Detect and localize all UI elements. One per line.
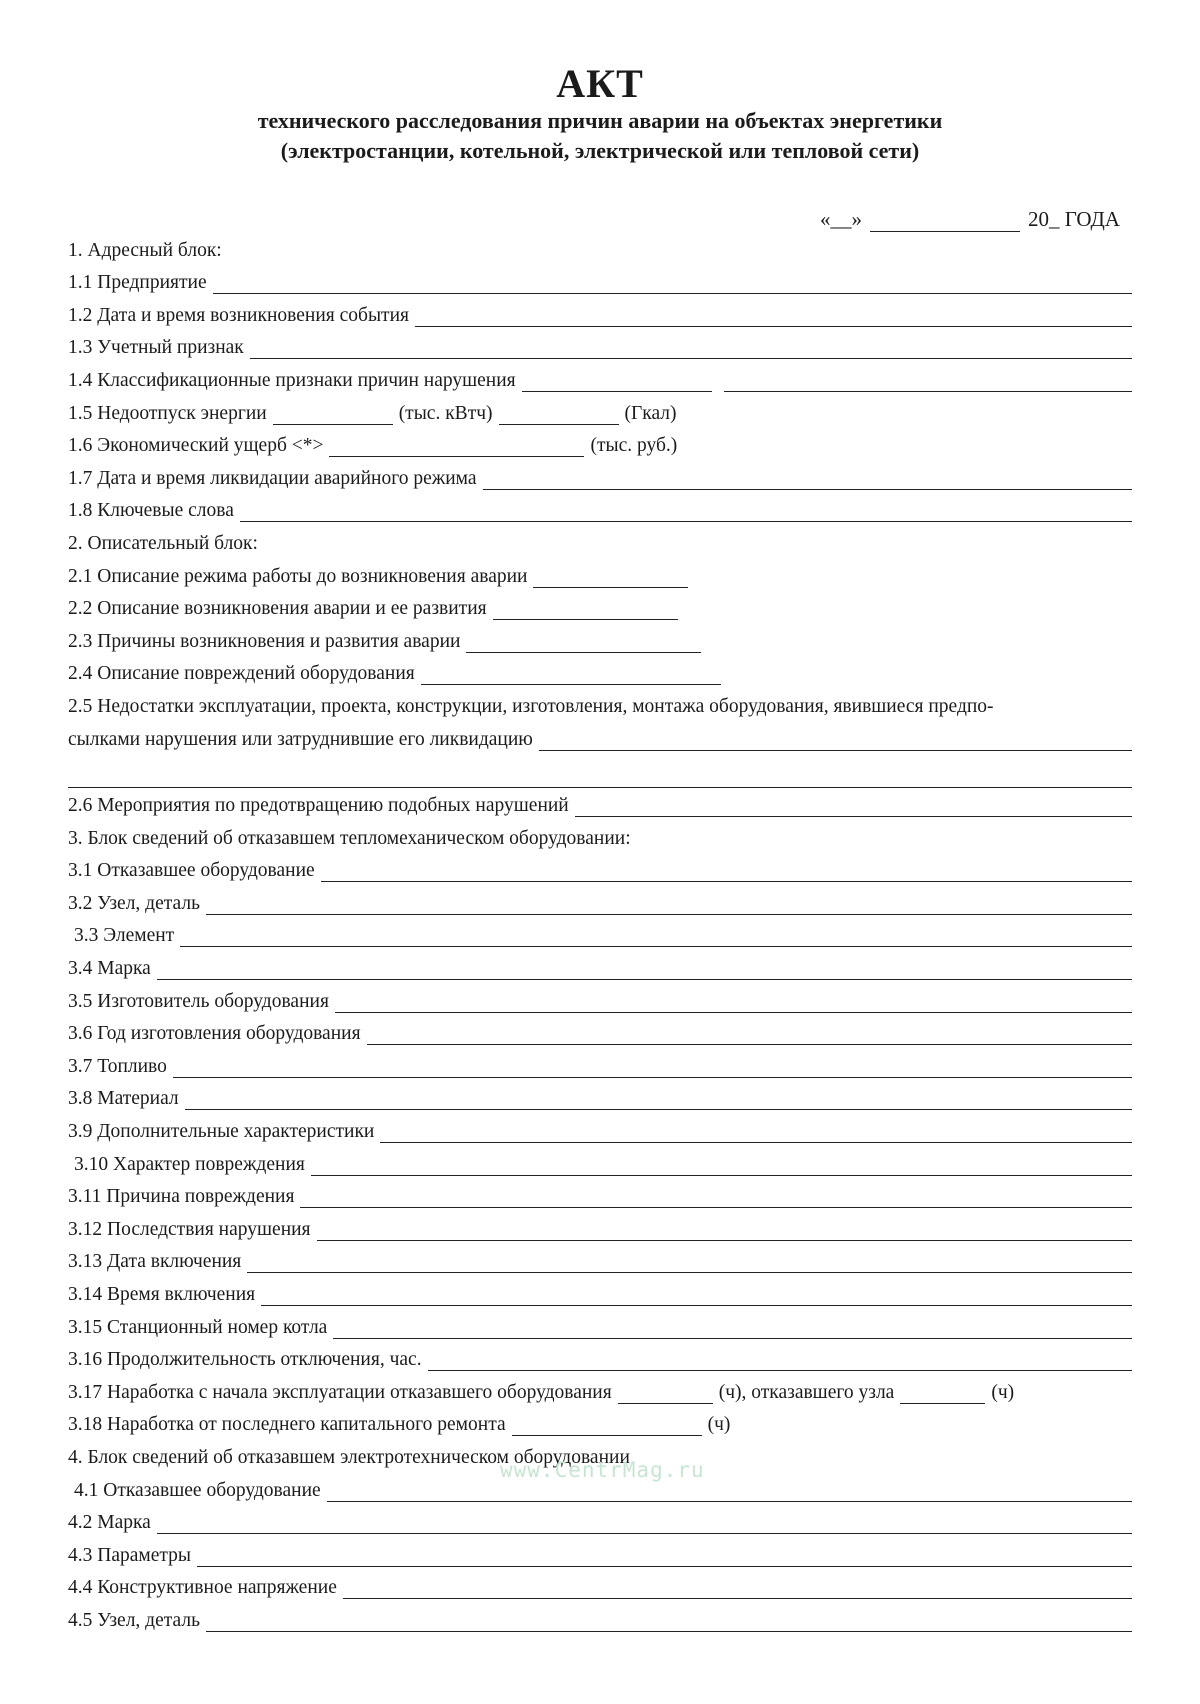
section-label: 3. Блок сведений об отказавшем тепломеханическом оборудовании: bbox=[68, 827, 631, 849]
unit-label: (тыс. кВтч) bbox=[398, 402, 493, 424]
date-row bbox=[820, 202, 1132, 232]
field-label: 3.15 Станционный номер котла bbox=[68, 1316, 328, 1338]
form-row-3-14 bbox=[68, 1276, 1132, 1309]
field-input-primary[interactable] bbox=[522, 373, 712, 392]
field-label: 3.6 Год изготовления оборудования bbox=[68, 1023, 361, 1045]
section-label: 1. Адресный блок: bbox=[68, 239, 222, 261]
field-label: 3.5 Изготовитель оборудования bbox=[68, 990, 329, 1012]
field-label: 1.1 Предприятие bbox=[68, 272, 207, 294]
field-input-gcal[interactable] bbox=[499, 406, 619, 425]
section-2-heading bbox=[68, 525, 1132, 558]
form-row-1-1 bbox=[68, 265, 1132, 298]
unit-label: (ч) bbox=[991, 1381, 1015, 1403]
date-year: 20_ ГОДА bbox=[1028, 207, 1120, 231]
form-row-3-1 bbox=[68, 853, 1132, 886]
field-label: 4.1 Отказавшее оборудование bbox=[74, 1479, 321, 1501]
field-input[interactable] bbox=[415, 308, 1132, 327]
form-row-2-1 bbox=[68, 558, 1132, 591]
field-input[interactable] bbox=[157, 961, 1132, 980]
field-input[interactable] bbox=[493, 601, 678, 620]
field-input[interactable] bbox=[180, 928, 1132, 947]
field-input[interactable] bbox=[428, 1352, 1132, 1371]
form-row-1-3 bbox=[68, 330, 1132, 363]
form-row-2-2 bbox=[68, 591, 1132, 624]
form-row-2-5-continuation[interactable] bbox=[68, 754, 1132, 788]
field-input-kwh[interactable] bbox=[273, 406, 393, 425]
form-row-3-8 bbox=[68, 1081, 1132, 1114]
form-row-1-8 bbox=[68, 493, 1132, 526]
field-label: 2.3 Причины возникновения и развития аварии bbox=[68, 630, 461, 652]
field-input[interactable] bbox=[539, 732, 1132, 751]
unit-label: (тыс. руб.) bbox=[590, 435, 678, 457]
field-label: 1.4 Классификационные признаки причин нарушения bbox=[68, 369, 516, 391]
field-input-equipment-hours[interactable] bbox=[618, 1385, 713, 1404]
document-subtitle-line-1: технического расследования причин аварии на объектах энергетики bbox=[257, 108, 943, 133]
form-row-3-16 bbox=[68, 1342, 1132, 1375]
field-label: 3.2 Узел, деталь bbox=[68, 892, 200, 914]
field-label: 1.6 Экономический ущерб <*> bbox=[68, 435, 324, 457]
form-lines bbox=[68, 232, 1132, 1635]
field-input-node-hours[interactable] bbox=[900, 1385, 985, 1404]
field-input[interactable] bbox=[367, 1026, 1132, 1045]
field-input[interactable] bbox=[321, 863, 1132, 882]
form-row-3-3 bbox=[68, 918, 1132, 951]
form-row-2-5-line-2 bbox=[68, 721, 1132, 754]
field-label: 3.14 Время включения bbox=[68, 1284, 256, 1305]
field-label: 1.8 Ключевые слова bbox=[68, 500, 234, 522]
field-input[interactable] bbox=[533, 569, 688, 588]
field-label: 3.4 Марка bbox=[68, 958, 151, 980]
form-row-3-17 bbox=[68, 1374, 1132, 1407]
field-input[interactable] bbox=[380, 1124, 1132, 1143]
date-month-field[interactable] bbox=[870, 209, 1020, 232]
form-row-1-4 bbox=[68, 362, 1132, 395]
field-label: 3.16 Продолжительность отключения, час. bbox=[68, 1349, 422, 1371]
field-label: 4.4 Конструктивное напряжение bbox=[68, 1577, 337, 1599]
field-input[interactable] bbox=[206, 896, 1132, 915]
field-label: 3.8 Материал bbox=[68, 1088, 179, 1110]
field-input[interactable] bbox=[261, 1287, 1132, 1306]
form-row-3-12 bbox=[68, 1211, 1132, 1244]
form-row-3-13 bbox=[68, 1244, 1132, 1277]
field-label: 2.6 Мероприятия по предотвращению подобных нарушений bbox=[68, 795, 569, 817]
document-subtitle-line-2: (электростанции, котельной, электрической или тепловой сети) bbox=[280, 138, 920, 163]
field-label: 1.2 Дата и время возникновения события bbox=[68, 304, 409, 326]
field-label: 3.10 Характер повреждения bbox=[74, 1153, 305, 1175]
field-input[interactable] bbox=[335, 994, 1132, 1013]
form-row-3-4 bbox=[68, 950, 1132, 983]
form-row-3-9 bbox=[68, 1113, 1132, 1146]
field-input[interactable] bbox=[250, 340, 1132, 359]
form-row-3-18 bbox=[68, 1407, 1132, 1440]
field-input[interactable] bbox=[247, 1254, 1132, 1273]
form-row-2-6 bbox=[68, 788, 1132, 821]
field-input[interactable] bbox=[421, 666, 721, 685]
field-input[interactable] bbox=[343, 1580, 1132, 1599]
form-row-2-5-line-1 bbox=[68, 688, 1132, 721]
field-input[interactable] bbox=[575, 798, 1132, 817]
field-input[interactable] bbox=[311, 1157, 1132, 1176]
field-label: 1.3 Учетный признак bbox=[68, 337, 244, 359]
form-row-1-7 bbox=[68, 460, 1132, 493]
field-input[interactable] bbox=[213, 275, 1132, 294]
field-input[interactable] bbox=[300, 1189, 1132, 1208]
document-title: АКТ bbox=[556, 61, 644, 106]
form-row-4-5 bbox=[68, 1602, 1132, 1635]
field-label: 4.2 Марка bbox=[68, 1512, 151, 1534]
section-1-heading bbox=[68, 232, 1132, 265]
form-row-4-2 bbox=[68, 1505, 1132, 1538]
form-row-3-10 bbox=[68, 1146, 1132, 1179]
field-label: 3.17 Наработка с начала эксплуатации отказавшего оборудования bbox=[68, 1381, 612, 1403]
field-label: 2.1 Описание режима работы до возникновения аварии bbox=[68, 565, 528, 587]
field-input[interactable] bbox=[317, 1222, 1132, 1241]
unit-label: (Гкал) bbox=[624, 402, 677, 424]
form-row-2-3 bbox=[68, 623, 1132, 656]
field-label: 4.3 Параметры bbox=[68, 1544, 191, 1566]
form-row-3-6 bbox=[68, 1016, 1132, 1049]
field-input[interactable] bbox=[466, 634, 701, 653]
form-row-3-11 bbox=[68, 1179, 1132, 1212]
field-label: 3.13 Дата включения bbox=[68, 1251, 242, 1273]
field-input-secondary[interactable] bbox=[724, 373, 1132, 392]
field-input[interactable] bbox=[206, 1613, 1132, 1632]
field-input[interactable] bbox=[173, 1059, 1132, 1078]
field-label: 2.5 Недостатки эксплуатации, проекта, конструкции, изготовления, монтажа оборудования, явившиеся предпо- bbox=[68, 695, 994, 717]
field-label: 3.1 Отказавшее оборудование bbox=[68, 860, 315, 882]
section-label: 2. Описательный блок: bbox=[68, 532, 258, 554]
field-input[interactable] bbox=[333, 1320, 1132, 1339]
form-row-2-4 bbox=[68, 656, 1132, 689]
form-row-1-6 bbox=[68, 428, 1132, 461]
field-label: 3.12 Последствия нарушения bbox=[68, 1218, 311, 1240]
field-label: 3.18 Наработка от последнего капитального ремонта bbox=[68, 1414, 506, 1436]
field-label: 2.4 Описание повреждений оборудования bbox=[68, 663, 415, 685]
field-label: 3.3 Элемент bbox=[74, 925, 175, 947]
field-input[interactable] bbox=[329, 438, 584, 457]
form-row-3-7 bbox=[68, 1048, 1132, 1081]
field-label: 2.2 Описание возникновения аварии и ее развития bbox=[68, 598, 487, 620]
unit-label: (ч), отказавшего узла bbox=[718, 1381, 895, 1403]
form-row-3-15 bbox=[68, 1309, 1132, 1342]
field-input[interactable] bbox=[512, 1417, 702, 1436]
section-3-heading bbox=[68, 820, 1132, 853]
form-row-1-5 bbox=[68, 395, 1132, 428]
form-row-4-4 bbox=[68, 1570, 1132, 1603]
form-row-4-3 bbox=[68, 1537, 1132, 1570]
document-header bbox=[0, 62, 1200, 166]
field-label: сылками нарушения или затруднившие его ликвидацию bbox=[68, 728, 533, 750]
field-label: 3.9 Дополнительные характеристики bbox=[68, 1121, 375, 1143]
form-row-3-2 bbox=[68, 885, 1132, 918]
form-row-3-5 bbox=[68, 983, 1132, 1016]
unit-label: (ч) bbox=[707, 1414, 731, 1436]
field-label: 1.5 Недоотпуск энергии bbox=[68, 402, 267, 424]
field-input[interactable] bbox=[483, 471, 1132, 490]
field-label: 3.7 Топливо bbox=[68, 1055, 167, 1077]
form-row-1-2 bbox=[68, 297, 1132, 330]
field-label: 1.7 Дата и время ликвидации аварийного режима bbox=[68, 467, 477, 489]
field-input[interactable] bbox=[185, 1091, 1132, 1110]
field-input[interactable] bbox=[240, 503, 1132, 522]
date-day: «__» bbox=[820, 207, 862, 231]
field-label: 3.11 Причина повреждения bbox=[68, 1186, 295, 1208]
field-input[interactable] bbox=[157, 1515, 1132, 1534]
section-label: 4. Блок сведений об отказавшем электротехническом оборудовании bbox=[68, 1446, 630, 1468]
field-input[interactable] bbox=[197, 1548, 1132, 1567]
field-input[interactable] bbox=[327, 1483, 1132, 1502]
field-label: 4.5 Узел, деталь bbox=[68, 1609, 200, 1631]
watermark: www.CentrMag.ru bbox=[500, 1458, 705, 1482]
